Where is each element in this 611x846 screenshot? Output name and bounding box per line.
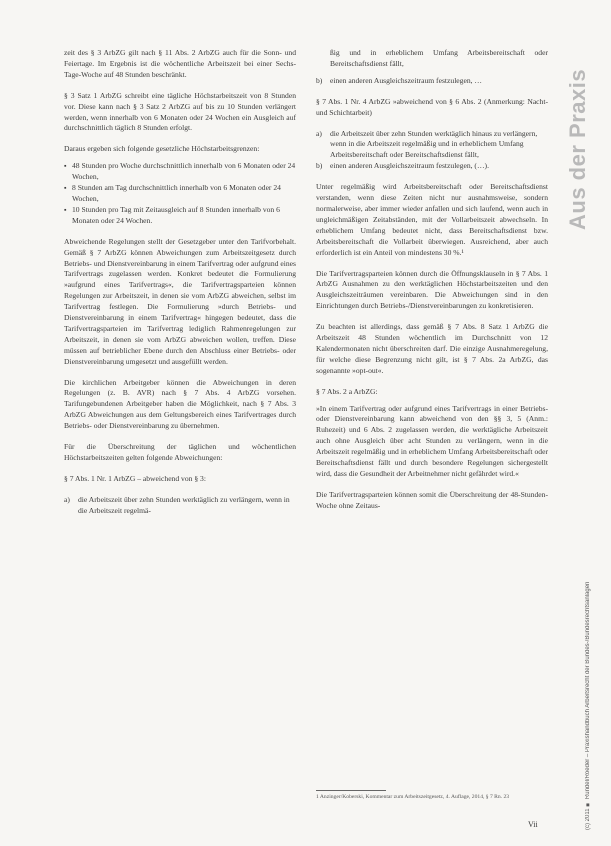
left-text-column [64, 48, 296, 527]
list-item [316, 76, 548, 87]
paragraph: Zu beachten ist allerdings, dass gemäß § 7 Abs. 8 Satz 1 ArbZG die Arbeitszeit 48 Stunden wöchentlich im Durchschnitt von 12 Kalendermonaten nicht überschreiten darf. Die einzige Ausnahmeregelung, für welche diese Begrenzung nicht gilt, ist § 7 Abs. 2a ArbZG, das sogenannte »opt-out«. [316, 322, 548, 375]
deviation-list [64, 495, 296, 517]
continued-list [316, 76, 548, 87]
section-side-title: Aus der Praxis [565, 68, 590, 230]
list-item-text: die Arbeitszeit über zehn Stunden werktäglich hinaus zu verlängern, wenn in die Arbeitszeit regelmäßig und in erheblichem Umfang Arbeitsbereitschaft oder Bereitschaftsdienst fällt, [330, 128, 538, 160]
list-marker: a) [64, 494, 70, 504]
paragraph: § 7 Abs. 1 Nr. 1 ArbZG – abweichend von § 3: [64, 473, 206, 483]
footnote: 1 Anzinger/Koberski, Kommentar zum Arbeitszeitgesetz, 4. Auflage, 2014, § 7 Rn. 23 [316, 794, 510, 800]
night-work-list [316, 129, 548, 173]
list-item-text: einen anderen Ausgleichszeitraum festzulegen, (…). [330, 161, 489, 171]
list-marker: b) [316, 161, 323, 171]
paragraph: Die Tarifvertragsparteien können durch die Öffnungsklauseln in § 7 Abs. 1 ArbZG Ausnahmen zu den werktäglichen Höchstarbeitszeiten und den Ausgleichszeiträumen vereinbaren. Die Abweichungen sind in den Einrichtungen durch Betriebs-/Dienstvereinbarungen zu konkretisieren. [316, 268, 548, 311]
paragraph: Unter regelmäßig wird Arbeitsbereitschaft oder Bereitschaftsdienst verstanden, wenn diese Zeiten nicht nur ausnahmsweise, sondern normalerweise, aber immer wieder anfallen und sich laufend, wenn auch in ungleichmäßigen Zeitabständen, mit der Vollarbeitszeit abwechseln. In erheblichem Umfang bedeutet nicht, dass Bereitschaftsdienst bzw. Arbeitsbereitschaft die Vollarbeit überwiegen. Ausreichend, aber auch erforderlich ist ein Anteil von mindestens 30 %.¹ [316, 182, 548, 257]
limits-bullet-list [64, 161, 296, 226]
list-item [316, 129, 548, 162]
paragraph: § 7 Abs. 2 a ArbZG: [316, 386, 378, 396]
paragraph: Daraus ergeben sich folgende gesetzliche Höchstarbeitsgrenzen: [64, 144, 260, 154]
copyright-sideline: (c) 2011 ■ Rundel/Roeder – Praxishandbuch Arbeitsrecht der Bundes-/Bundesrechtsanlagen [585, 581, 591, 830]
list-item [316, 161, 548, 172]
paragraph: Die kirchlichen Arbeitgeber können die Abweichungen in deren Regelungen (z. B. AVR) nach § 7 Abs. 4 ArbZG vorsehen. Tarifungebundenen Arbeitgeber haben die Möglichkeit, nach § 7 Abs. 3 ArbZG Abweichungen aus dem Geltungsbereich eines Tarifvertrages durch Betriebs- oder Dienstvereinbarung zu übernehmen. [64, 377, 296, 431]
list-item: ▪ 48 Stunden pro Woche durchschnittlich innerhalb von 6 Monaten oder 24 Wochen, [64, 161, 296, 183]
paragraph: Abweichende Regelungen stellt der Gesetzgeber unter den Tarifvorbehalt. Gemäß § 7 ArbZG können Abweichungen zum Arbeitszeitgesetz durch Betriebs- und Dienstvereinbarung in einem Tarifvertrag oder aufgrund eines Tarifvertrags zugelassen werden. Konkret bedeutet die Formulierung »aufgrund eines Tarifvertrags«, die Tarifvertragsparteien können Regelungen zur Arbeitszeit, in denen sie vom ArbZG abweichen, selbst im Tarifvertrag festlegen. Die Formulierung »durch Betriebs- und Dienstvereinbarung in einem Tarifvertrag« hingegen bedeutet, dass die Tarifvertragsparteien im Tarifvertrag lediglich Rahmenregelungen zur Arbeitszeit, in denen sie vom ArbZG abweichen wollen, treffen. Diese müssen auf betrieblicher Ebene durch den Abschluss einer Betriebs- oder Dienstvereinbarung umgesetzt und ausgefüllt werden. [64, 236, 296, 366]
paragraph: § 3 Satz 1 ArbZG schreibt eine tägliche Höchstarbeitszeit von 8 Stunden vor. Diese kann nach § 3 Satz 2 ArbZG auf bis zu 10 Stunden verlängert werden, wenn innerhalb von 6 Monaten oder 24 Wochen ein Ausgleich auf durchschnittlich täglich 8 Stunden erfolgt. [64, 90, 296, 133]
list-item-text: einen anderen Ausgleichszeitraum festzulegen, … [330, 75, 483, 85]
paragraph: Für die Überschreitung der täglichen und wöchentlichen Höchstarbeitszeiten gelten folgende Abweichungen: [64, 442, 296, 462]
right-text-column [316, 48, 548, 522]
footnote-divider [316, 790, 386, 791]
paragraph: zeit des § 3 ArbZG gilt nach § 11 Abs. 2 ArbZG auch für die Sonn- und Feiertage. Im Ergebnis ist die wöchentliche Arbeitszeit bei einer Sechs-Tage-Woche auf 48 Stunden beschränkt. [64, 48, 296, 79]
quote-paragraph: »In einem Tarifvertrag oder aufgrund eines Tarifvertrags in einer Betriebs- oder Dienstvereinbarung kann abweichend von den §§ 3, 5 (Anm.: Ruhezeit) und 6 Abs. 2 zugelassen werden, die werktägliche Arbeitszeit auch ohne Ausgleich über acht Stunden zu verlängern, wenn in die Arbeitszeit regelmäßig und in erheblichem Umfang Arbeitsbereitschaft oder Bereitschaftsdienst fällt und durch besondere Regelungen sichergestellt wird, dass die Gesundheit der Arbeitnehmer nicht gefährdet wird.« [316, 403, 548, 478]
list-marker: a) [316, 128, 322, 138]
page-number: Vii [528, 820, 538, 829]
list-item: ▪ 10 Stunden pro Tag mit Zeitausgleich auf 8 Stunden innerhalb von 6 Monaten oder 24 Wochen. [64, 205, 296, 227]
list-marker: b) [316, 75, 323, 85]
paragraph: ßig und in erheblichem Umfang Arbeitsbereitschaft oder Bereitschaftsdienst fällt, [330, 48, 548, 68]
list-item [64, 495, 296, 517]
paragraph: § 7 Abs. 1 Nr. 4 ArbZG »abweichend von § 6 Abs. 2 (Anmerkung: Nacht- und Schichtarbeit) [316, 96, 548, 117]
list-item-text: die Arbeitszeit über zehn Stunden werktäglich zu verlängern, wenn in die Arbeitszeit regelmä- [78, 494, 290, 515]
paragraph: Die Tarifvertragsparteien können somit die Überschreitung der 48-Stunden-Woche ohne Zeitaus- [316, 489, 548, 510]
list-item: ▪ 8 Stunden am Tag durchschnittlich innerhalb von 6 Monaten oder 24 Wochen, [64, 183, 296, 205]
